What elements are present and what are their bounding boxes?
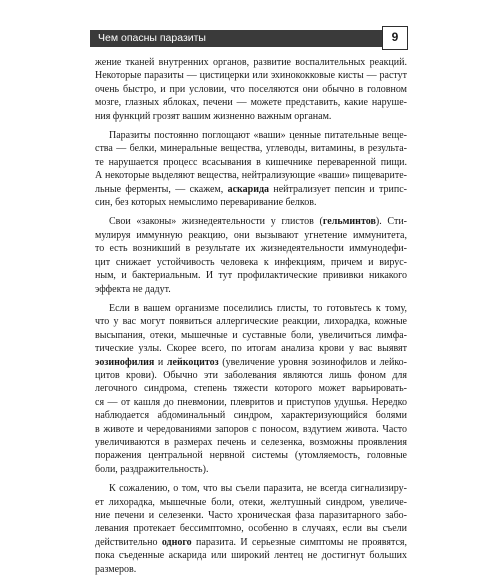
- text-line: в животе и чередованиями запоров с поносом, вздутием живота. Часто: [95, 423, 407, 435]
- text-line: то есть возникший в результате их жизнедеятельности иммунодефи-: [95, 243, 407, 255]
- text-line: мулируя иммунную реакцию, они вызывают угнетение иммунитета,: [95, 229, 407, 241]
- text-line: боли, раздражительность).: [95, 463, 209, 475]
- text-line: размеров.: [95, 563, 137, 575]
- paragraph: [95, 302, 407, 476]
- bold-term: лейкоцитоз: [166, 356, 219, 368]
- text-line: ся — от кашля до пневмонии, плевритов и приступов удушья. Нередко: [95, 396, 407, 408]
- text-line: Некоторые паразиты — цистицерки или эхинококковые кисты — растут: [95, 70, 407, 82]
- text-line: ным, и бактериальным. И тут профилактические прививки никакого: [95, 270, 407, 282]
- text-line: цит снижает устойчивость человека к инфекциям, причем и вирус-: [95, 256, 407, 268]
- text-line: льные ферменты, — скажем, аскарида нейтрализует пепсин и трипс-: [95, 183, 407, 195]
- paragraph: [95, 129, 407, 209]
- bold-term: эозинофилия: [95, 356, 155, 368]
- text-line: эффекта не дадут.: [95, 283, 171, 295]
- text-line: те нарушается процесс всасывания в кишечнике переваренной пищи.: [95, 156, 407, 168]
- text-line: ет лихорадка, мышечные боли, отеки, желтушный синдром, увеличе-: [95, 496, 407, 508]
- running-title: Чем опасны паразиты: [90, 30, 382, 47]
- text-line: эозинофилия и лейкоцитоз (увеличение уровня эозинофилов и лейко-: [95, 356, 407, 368]
- text-line: увеличиваются в размерах печень и селезенка, возможны проявления: [95, 436, 407, 448]
- page-body: [95, 56, 407, 582]
- text-line: поражения центральной нервной системы (утомляемость, головные: [95, 450, 407, 462]
- text-line: Свои «законы» жизнедеятельности у глистов (гельминтов). Сти-: [109, 216, 407, 228]
- bold-term: одного: [161, 536, 192, 548]
- text-line: высыпания, отеки, мышечные и суставные боли, увеличиться лимфа-: [95, 329, 407, 341]
- text-line: А некоторые выделяют вещества, нейтрализующие «ваши» пищеварите-: [95, 170, 407, 182]
- page-number: 9: [382, 26, 408, 50]
- text-line: пока съеденные аскарида или широкий лентец не достигнут больших: [95, 550, 407, 562]
- text-line: мозге, глазных яблоках, печени — можете представить, какие наруше-: [95, 97, 407, 109]
- text-line: ние печени и селезенки. Часто хроническая фаза паразитарного забо-: [95, 510, 407, 521]
- bold-term: аскарида: [227, 183, 270, 195]
- text-line: тические узлы. Скорее всего, по итогам анализа крови у вас выявят: [95, 343, 407, 355]
- text-line: цитов крови). Обычно эти заболевания являются лишь фоном для: [95, 369, 407, 381]
- text-line: что у вас могут появиться аллергические реакции, лихорадка, кожные: [95, 316, 407, 328]
- paragraph: [95, 56, 407, 123]
- text-line: левания протекает бессимптомно, особенно в случаях, если вы съели: [95, 523, 407, 535]
- paragraph: [95, 482, 407, 576]
- paragraph: [95, 215, 407, 295]
- text-line: ния функций грозят вашим жизненно важным органам.: [95, 110, 332, 122]
- text-line: Если в вашем организме поселились глисты, то готовьтесь к тому,: [109, 302, 407, 314]
- text-line: К сожалению, о том, что вы съели паразита, не всегда сигнализиру-: [109, 483, 407, 495]
- bold-term: гельминтов: [322, 216, 376, 228]
- text-line: жение тканей внутренних органов, развитие воспалительных реакций.: [95, 57, 407, 68]
- text-line: действительно одного паразита. И серьезные симптомы не проявятся,: [95, 536, 407, 548]
- text-line: Паразиты постоянно поглощают «ваши» ценные питательные веще-: [109, 130, 407, 142]
- text-line: легочного синдрома, степень тяжести которого может варьировать-: [95, 383, 407, 395]
- text-line: наблюдается абдоминальный синдром, характеризующийся болями: [95, 410, 407, 422]
- text-line: очень быстро, и при условии, что поселяются они обычно в головном: [95, 83, 407, 95]
- text-line: ства — белки, минеральные вещества, углеводы, витамины, в результа-: [95, 143, 407, 155]
- text-line: син, без которых немыслимо переваривание белков.: [95, 197, 317, 209]
